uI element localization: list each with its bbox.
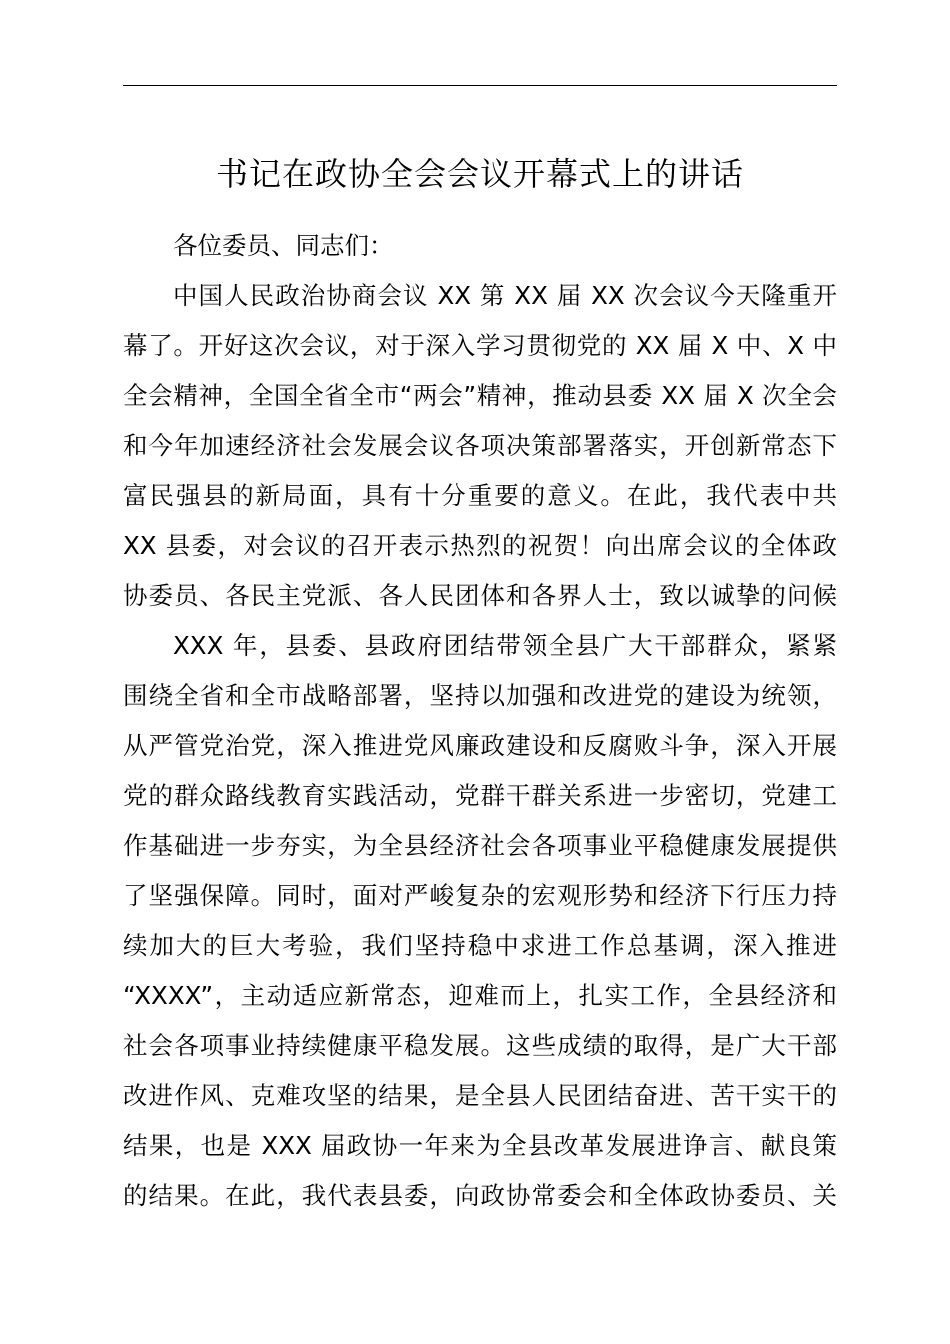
paragraph-line: 党的群众路线教育实践活动，党群干群关系进一步密切，党建工 <box>123 781 837 810</box>
paragraph-line: XXX 年，县委、县政府团结带领全县广大干部群众，紧紧 <box>173 631 837 660</box>
paragraph-line: XX 县委，对会议的召开表示热烈的祝贺！向出席会议的全体政 <box>123 531 837 560</box>
salutation-line: 各位委员、同志们： <box>173 231 394 260</box>
paragraph-line: “XXXX”，主动适应新常态，迎难而上，扎实工作，全县经济和 <box>123 981 837 1010</box>
paragraph-line: 中国人民政治协商会议 XX 第 XX 届 XX 次会议今天隆重开 <box>173 281 837 310</box>
paragraph-line: 社会各项事业持续健康平稳发展。这些成绩的取得，是广大干部 <box>123 1031 837 1060</box>
paragraph-line: 续加大的巨大考验，我们坚持稳中求进工作总基调，深入推进 <box>123 931 837 960</box>
paragraph-line: 了坚强保障。同时，面对严峻复杂的宏观形势和经济下行压力持 <box>123 881 837 910</box>
paragraph-line: 改进作风、克难攻坚的结果，是全县人民团结奋进、苦干实干的 <box>123 1081 837 1110</box>
paragraph-line: 协委员、各民主党派、各人民团体和各界人士，致以诚挚的问候 <box>123 581 837 610</box>
paragraph-line: 富民强县的新局面，具有十分重要的意义。在此，我代表中共 <box>123 481 837 510</box>
paragraph-line: 作基础进一步夯实，为全县经济社会各项事业平稳健康发展提供 <box>123 831 837 860</box>
paragraph-line: 围绕全省和全市战略部署，坚持以加强和改进党的建设为统领， <box>123 681 837 710</box>
paragraph-line: 结果，也是 XXX 届政协一年来为全县改革发展进诤言、献良策 <box>123 1131 837 1160</box>
header-rule <box>123 85 837 86</box>
paragraph-line: 的结果。在此，我代表县委，向政协常委会和全体政协委员、关 <box>123 1181 837 1210</box>
paragraph-line: 幕了。开好这次会议，对于深入学习贯彻党的 XX 届 X 中、X 中 <box>123 331 837 360</box>
document-body <box>123 221 837 1221</box>
paragraph-line: 全会精神，全国全省全市“两会”精神，推动县委 XX 届 X 次全会 <box>123 381 837 410</box>
paragraph-line: 从严管党治党，深入推进党风廉政建设和反腐败斗争，深入开展 <box>123 731 837 760</box>
paragraph-line: 和今年加速经济社会发展会议各项决策部署落实，开创新常态下 <box>123 431 837 460</box>
document-title: 书记在政协全会会议开幕式上的讲话 <box>215 155 744 193</box>
